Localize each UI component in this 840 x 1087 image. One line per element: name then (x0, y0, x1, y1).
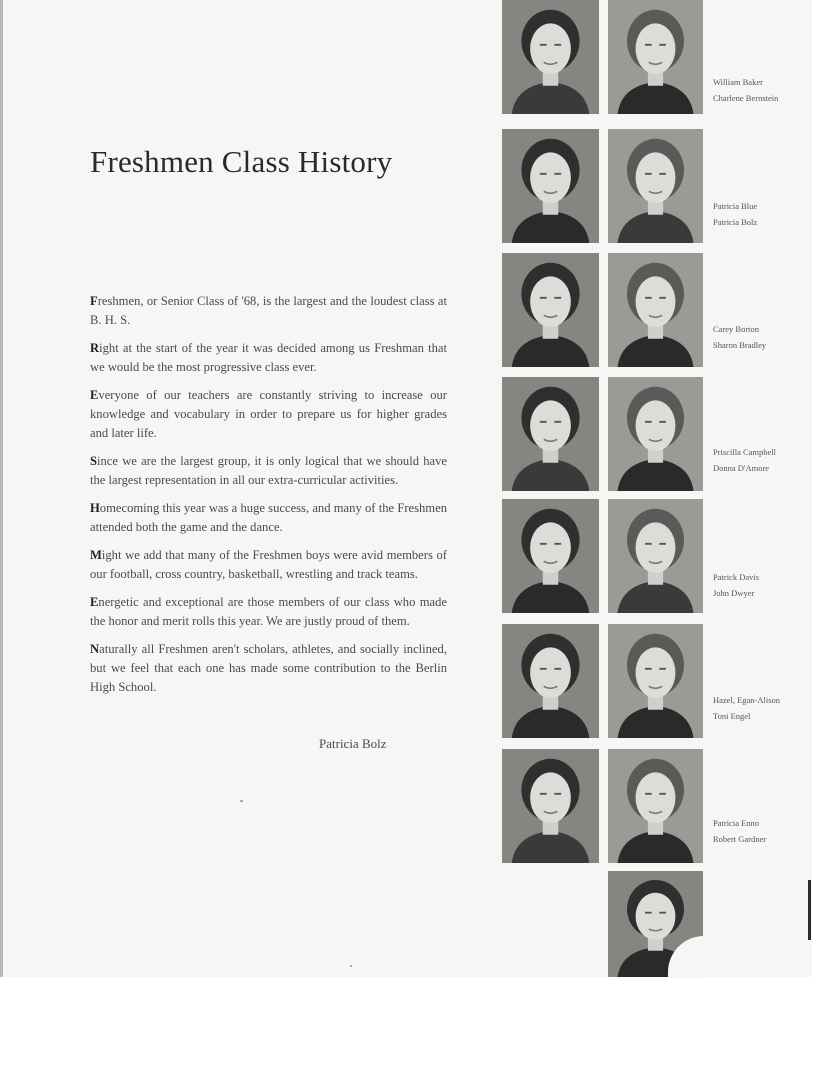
portrait-caption (713, 74, 778, 106)
student-portrait (608, 624, 703, 738)
paragraph (90, 593, 447, 631)
student-name: John Dwyer (713, 588, 755, 598)
student-portrait (502, 499, 599, 613)
drop-letter: E (90, 388, 99, 402)
student-portrait (608, 253, 703, 367)
drop-letter: N (90, 642, 100, 656)
paragraph (90, 386, 447, 443)
student-name: Toni Engel (713, 711, 751, 721)
portrait-caption (713, 321, 766, 353)
drop-letter: E (90, 595, 99, 609)
student-portrait (608, 0, 703, 114)
paragraph-text: ight we add that many of the Freshmen boys were avid members of our football, cross country, basketball, wrestling and track teams. (90, 548, 447, 581)
student-portrait (608, 129, 703, 243)
paragraph (90, 339, 447, 377)
student-name: William Baker (713, 77, 763, 87)
student-name: Patricia Bolz (713, 217, 758, 227)
student-portrait (608, 749, 703, 863)
student-name: Robert Gardner (713, 834, 767, 844)
portrait-caption (713, 444, 776, 476)
student-name: Sharon Bradley (713, 340, 767, 350)
student-portrait (502, 749, 599, 863)
paragraph-text: ight at the start of the year it was decided among us Freshman that we would be the most progressive class ever. (90, 341, 447, 374)
paragraph-text: veryone of our teachers are constantly striving to increase our knowledge and vocabulary in order to prepare us for higher grades and later life. (90, 388, 447, 440)
student-portrait (502, 253, 599, 367)
student-name: Donna D'Amore (713, 463, 770, 473)
paragraph (90, 292, 447, 330)
paragraph-text: omecoming this year was a huge success, and many of the Freshmen attended both the game and the dance. (90, 501, 447, 534)
student-portrait (502, 624, 599, 738)
drop-letter: H (90, 501, 100, 515)
student-name: Charlene Bernstein (713, 93, 779, 103)
drop-letter: F (90, 294, 98, 308)
paragraph-text: aturally all Freshmen aren't scholars, athletes, and socially inclined, but we feel that each one has made some contribution to the Berlin High School. (90, 642, 447, 694)
portrait-caption (713, 198, 757, 230)
student-name: Carey Borton (713, 324, 760, 334)
paragraph (90, 452, 447, 490)
portrait-caption (713, 569, 759, 601)
print-speck (350, 965, 352, 967)
portrait-caption (713, 692, 780, 724)
drop-letter: R (90, 341, 100, 355)
paragraph (90, 546, 447, 584)
portrait-caption (713, 815, 766, 847)
student-name: Priscilla Campbell (713, 447, 777, 457)
page-title: Freshmen Class History (90, 144, 393, 179)
paragraph-text: nergetic and exceptional are those members of our class who made the honor and merit rolls this year. We are justly proud of them. (90, 595, 447, 628)
student-portrait (608, 377, 703, 491)
student-portrait (502, 0, 599, 114)
paragraph (90, 640, 447, 697)
student-name: Patrick Davis (713, 572, 760, 582)
paragraph (90, 499, 447, 537)
paragraph-text: reshmen, or Senior Class of '68, is the largest and the loudest class at B. H. S. (90, 294, 447, 327)
student-name: Hazel, Egan-Alison (713, 695, 781, 705)
page-right-edge (808, 880, 811, 940)
paragraph-text: ince we are the largest group, it is only logical that we should have the largest representation in all our extra-curricular activities. (90, 454, 447, 487)
print-speck (240, 800, 243, 802)
student-portrait (502, 129, 599, 243)
drop-letter: S (90, 454, 98, 468)
student-name: Patricia Blue (713, 201, 758, 211)
page-left-edge (0, 0, 3, 977)
class-history-text (90, 292, 447, 706)
student-portrait (608, 499, 703, 613)
drop-letter: M (90, 548, 102, 562)
student-name: Patricia Enno (713, 818, 760, 828)
student-portrait (502, 377, 599, 491)
author-signature: Patricia Bolz (319, 736, 387, 751)
